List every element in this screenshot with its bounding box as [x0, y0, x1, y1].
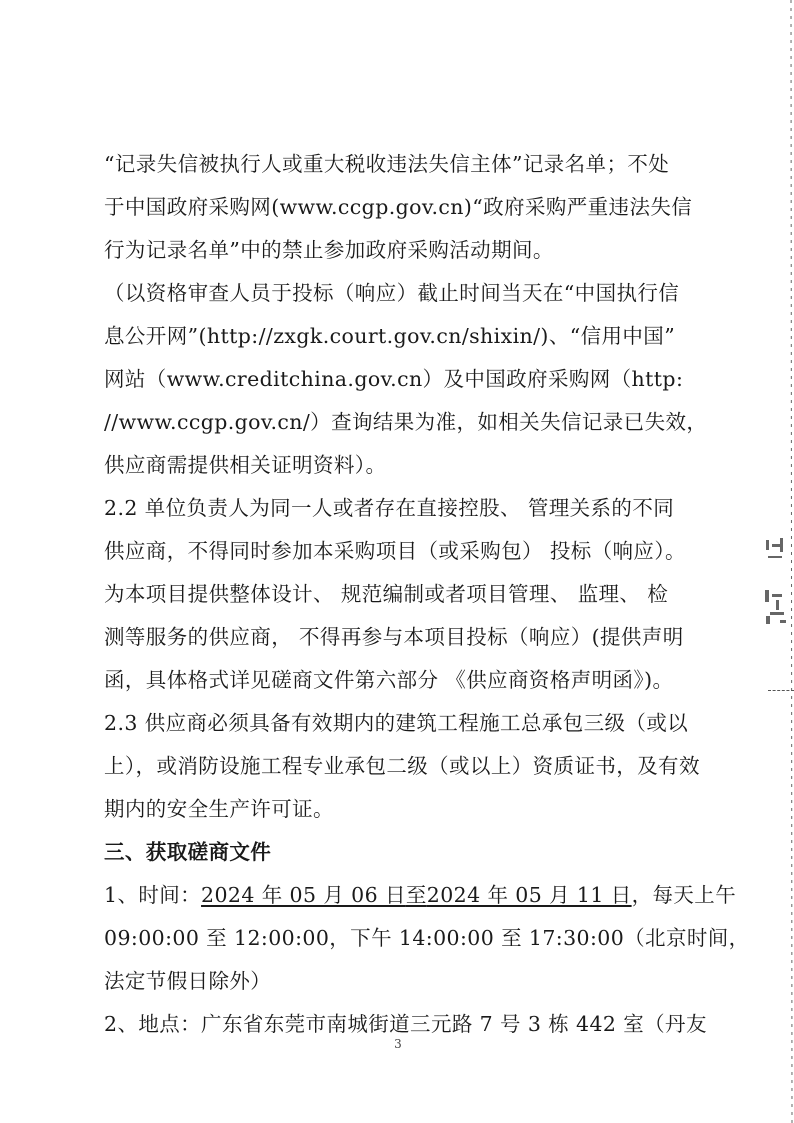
text-line: 测等服务的供应商， 不得再参与本项目投标（响应）(提供声明	[104, 625, 684, 649]
time-prefix: 1、时间：	[104, 883, 202, 907]
text-line: 于中国政府采购网(www.ccgp.gov.cn)“政府采购严重违法失信	[104, 195, 693, 219]
location-line: 2、地点：广东省东莞市南城街道三元路 7 号 3 栋 442 室（丹友	[104, 1012, 707, 1036]
time-line	[104, 881, 737, 909]
text-line: 2.2 单位负责人为同一人或者存在直接控股、 管理关系的不同	[104, 496, 675, 520]
text-line: 2.3 供应商必须具备有效期内的建筑工程施工总承包三级（或以	[104, 711, 689, 735]
page-number: 3	[394, 1037, 402, 1051]
text-line: 法定节假日除外）	[104, 969, 272, 993]
section-heading: 三、获取磋商文件	[104, 840, 272, 864]
text-line: 为本项目提供整体设计、 规范编制或者项目管理、 监理、 检	[104, 582, 669, 606]
text-line: “记录失信被执行人或重大税收违法失信主体”记录名单；不处	[104, 152, 670, 176]
text-line: 09:00:00 至 12:00:00，下午 14:00:00 至 17:30:00（北京时间，	[104, 926, 750, 950]
text-line: 息公开网”(http://zxgk.court.gov.cn/shixin/)、“信用中国”	[104, 324, 676, 348]
text-line: 上），或消防设施工程专业承包二级（或以上）资质证书，及有效	[104, 754, 700, 778]
text-line: //www.ccgp.gov.cn/）查询结果为准，如相关失信记录已失效，	[104, 410, 708, 434]
seal-stamp-fragment	[760, 520, 794, 670]
text-line: 供应商需提供相关证明资料）。	[104, 453, 387, 477]
time-suffix: ，每天上午	[631, 883, 737, 907]
text-line: 行为记录名单”中的禁止参加政府采购活动期间。	[104, 238, 554, 262]
time-start: 2024 年 05 月 06 日	[201, 883, 406, 907]
scan-dash	[768, 690, 794, 692]
text-line: 函，具体格式详见磋商文件第六部分 《供应商资格声明函》)。	[104, 668, 674, 692]
text-line: 期内的安全生产许可证。	[104, 797, 334, 821]
text-line: 网站（www.creditchina.gov.cn）及中国政府采购网（http:	[104, 367, 684, 391]
text-line: （以资格审查人员于投标（响应）截止时间当天在“中国执行信	[104, 281, 680, 305]
time-to: 至	[405, 883, 427, 907]
time-end: 2024 年 05 月 11 日	[426, 883, 632, 907]
text-line: 供应商，不得同时参加本采购项目（或采购包） 投标（响应）。	[104, 539, 686, 563]
